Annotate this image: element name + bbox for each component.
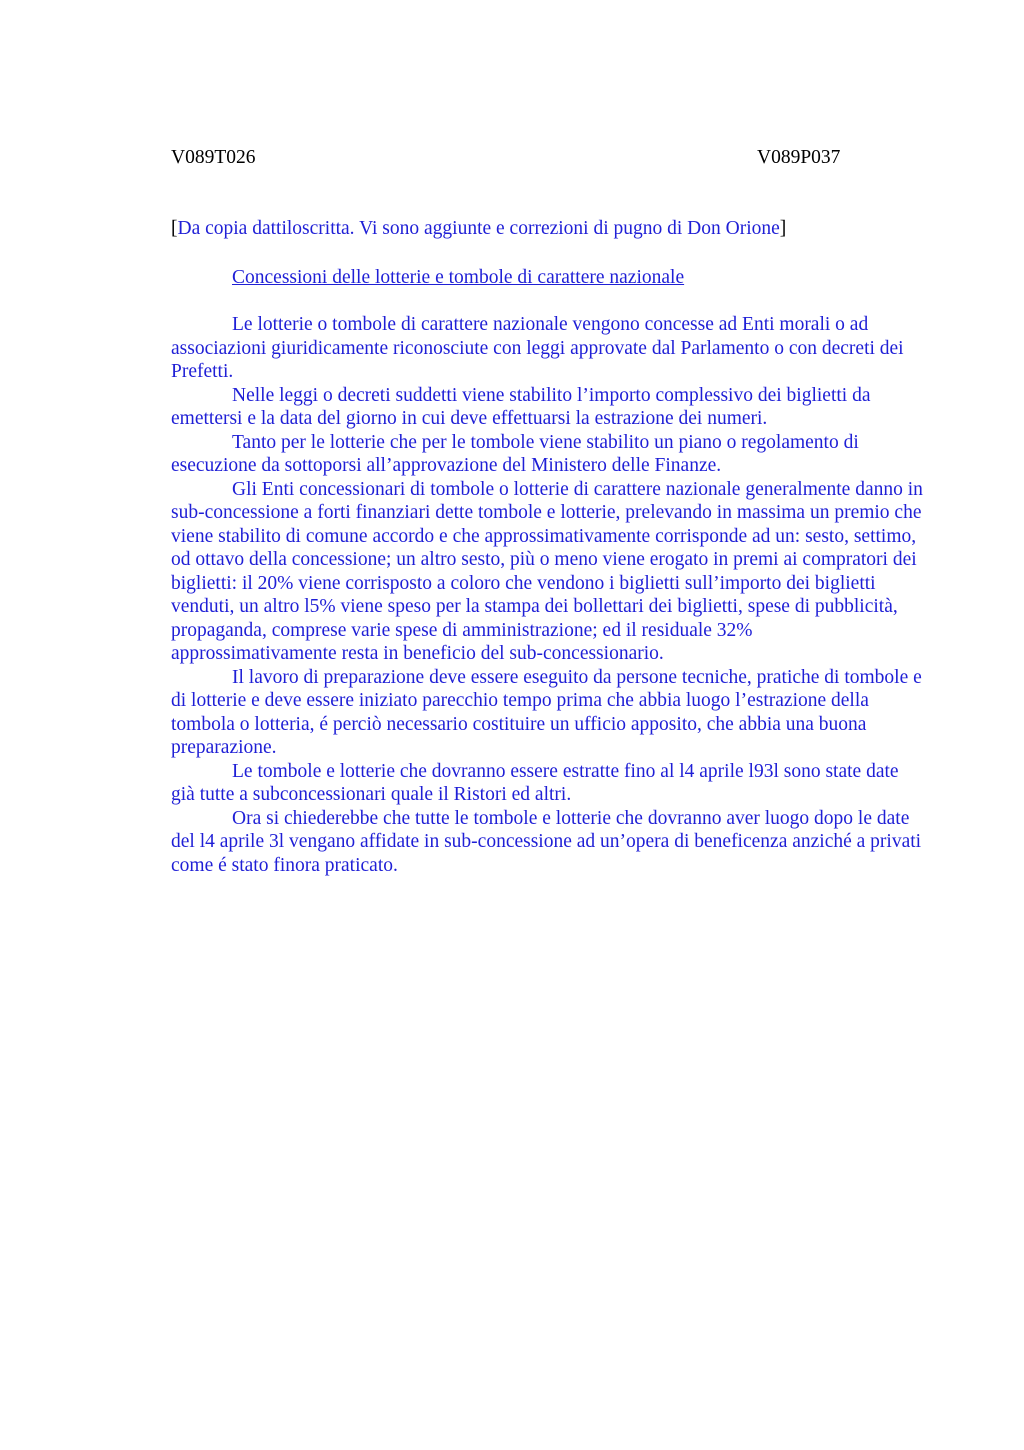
document-code-left: V089T026 <box>171 147 256 168</box>
paragraph: Ora si chiederebbe che tutte le tombole e lotterie che dovranno aver luogo dopo le date del l4 aprile 3l vengano affidate in sub-concessione ad un’opera di beneficenza anziché a privati come é stato finora praticato. <box>171 807 922 876</box>
paragraph: Le tombole e lotterie che dovranno essere estratte fino al l4 aprile l93l sono state date già tutte a subconcessionari quale il Ristori ed altri. <box>171 760 899 805</box>
paragraph: Il lavoro di preparazione deve essere eseguito da persone tecniche, pratiche di tombole e di lotterie e deve essere iniziato parecchio tempo prima che abbia luogo l’estrazione della tombola o lotteria, é perciò necessario costituire un ufficio apposito, che abbia una buona preparazione. <box>171 666 922 758</box>
paragraph: Gli Enti concessionari di tombole o lotterie di carattere nazionale generalmente danno in sub-concessione a forti finanziari dette tombole e lotterie, prelevando in massima un premio che viene stabilito di comune accordo e che approssimativamente corrisponde ad un: sesto, settimo, od ottavo della concessione; un altro sesto, più o meno viene erogato in premi ai compratori dei biglietti: il 20% viene corrisposto a coloro che vendono i biglietti sull’importo dei biglietti venduti, un altro l5% viene speso per la stampa dei bollettari dei biglietti, spese di pubblicità, propaganda, comprese varie spese di amministrazione; ed il residuale 32% approssimativamente resta in beneficio del sub-concessionario. <box>171 478 923 664</box>
paragraph: Le lotterie o tombole di carattere nazionale vengono concesse ad Enti morali o ad associazioni giuridicamente riconosciute con leggi approvate dal Parlamento o con decreti dei Prefetti. <box>171 314 904 382</box>
source-note-close-bracket: ] <box>779 218 787 239</box>
paragraph: Tanto per le lotterie che per le tombole viene stabilito un piano o regolamento di esecuzione da sottoporsi all’approvazione del Ministero delle Finanze. <box>171 431 859 476</box>
document-body <box>171 313 923 877</box>
paragraph: Nelle leggi o decreti suddetti viene stabilito l’importo complessivo dei biglietti da emettersi e la data del giorno in cui deve effettuarsi la estrazione dei numeri. <box>171 384 871 429</box>
document-code-right: V089P037 <box>757 147 841 168</box>
source-note-text: Da copia dattiloscritta. Vi sono aggiunte e correzioni di pugno di Don Orione <box>177 218 780 239</box>
document-title: Concessioni delle lotterie e tombole di carattere nazionale <box>232 267 685 288</box>
source-note-open-bracket: [ <box>171 218 178 239</box>
source-note <box>171 217 931 241</box>
